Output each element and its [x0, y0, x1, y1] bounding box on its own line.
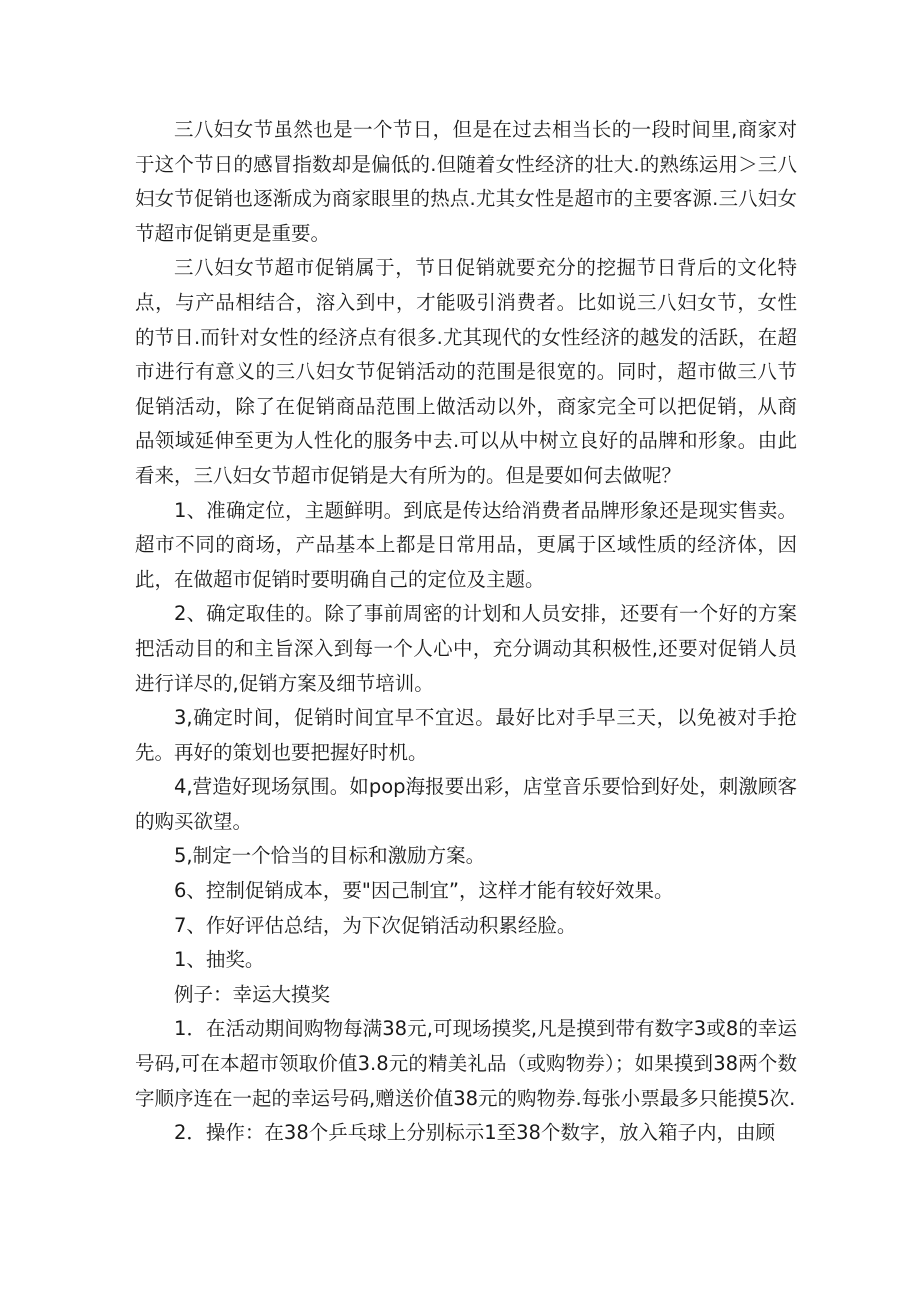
paragraph-step-4: 4,营造好现场氛围。如pop海报要出彩，店堂音乐要恰到好处，刺激顾客的购买欲望。 [135, 775, 797, 833]
paragraph-rule-1: 1．在活动期间购物每满38元,可现场摸奖,凡是摸到带有数字3或8的幸运号码,可在本超市领取价值3.8元的精美礼品（或购物券）；如果摸到38两个数字顺序连在一起的幸运号码,赠送价值38元的购物券.每张小票最多只能摸5次. [135, 1017, 797, 1110]
paragraph-intro: 三八妇女节虽然也是一个节日，但是在过去相当长的一段时间里,商家对于这个节日的感冒指数却是偏低的.但随着女性经济的壮大.的熟练运用＞三八妇女节促销也逐渐成为商家眼里的热点.尤其女性是超市的主要客源.三八妇女节超市促销更是重要。 [135, 118, 797, 245]
paragraph-step-6: 6、控制促销成本，要"因己制宜”，这样才能有较好效果。 [174, 879, 674, 903]
paragraph-step-2: 2、确定取佳的。除了事前周密的计划和人员安排，还要有一个好的方案把活动目的和主旨深入到每一个人心中，充分调动其积极性,还要对促销人员进行详尽的,促销方案及细节培训。 [135, 602, 797, 695]
paragraph-holiday-promotion: 三八妇女节超市促销属于，节日促销就要充分的挖掘节日背后的文化特点，与产品相结合，溶入到中，才能吸引消费者。比如说三八妇女节，女性的节日.而针对女性的经济点有很多.尤其现代的女性经济的越发的活跃，在超市进行有意义的三八妇女节促销活动的范围是很宽的。同时，超市做三八节促销活动，除了在促销商品范围上做活动以外，商家完全可以把促销，从商品领域延伸至更为人性化的服务中去.可以从中树立良好的品牌和形象。由此看来，三八妇女节超市促销是大有所为的。但是要如何去做呢？ [135, 256, 797, 487]
paragraph-example-title: 例子：幸运大摸奖 [174, 982, 331, 1006]
paragraph-step-5: 5,制定一个恰当的目标和激励方案。 [174, 844, 486, 868]
paragraph-rule-2: 2．操作：在38个乒乓球上分别标示1至38个数字，放入箱子内，由顾 [174, 1121, 775, 1145]
paragraph-step-7: 7、作好评估总结，为下次促销活动积累经脸。 [174, 913, 577, 937]
paragraph-step-3: 3,确定时间，促销时间宜早不宜迟。最好比对手早三天，以免被对手抢先。再好的策划也要把握好时机。 [135, 706, 797, 764]
paragraph-lottery-heading: 1、抽奖。 [174, 948, 265, 972]
document-body [135, 113, 797, 1151]
paragraph-step-1: 1、准确定位，主题鲜明。到底是传达给消费者品牌形象还是现实售卖。超市不同的商场，产品基本上都是日常用品，更属于区域性质的经济体，因此，在做超市促销时要明确自己的定位及主题。 [135, 498, 797, 591]
